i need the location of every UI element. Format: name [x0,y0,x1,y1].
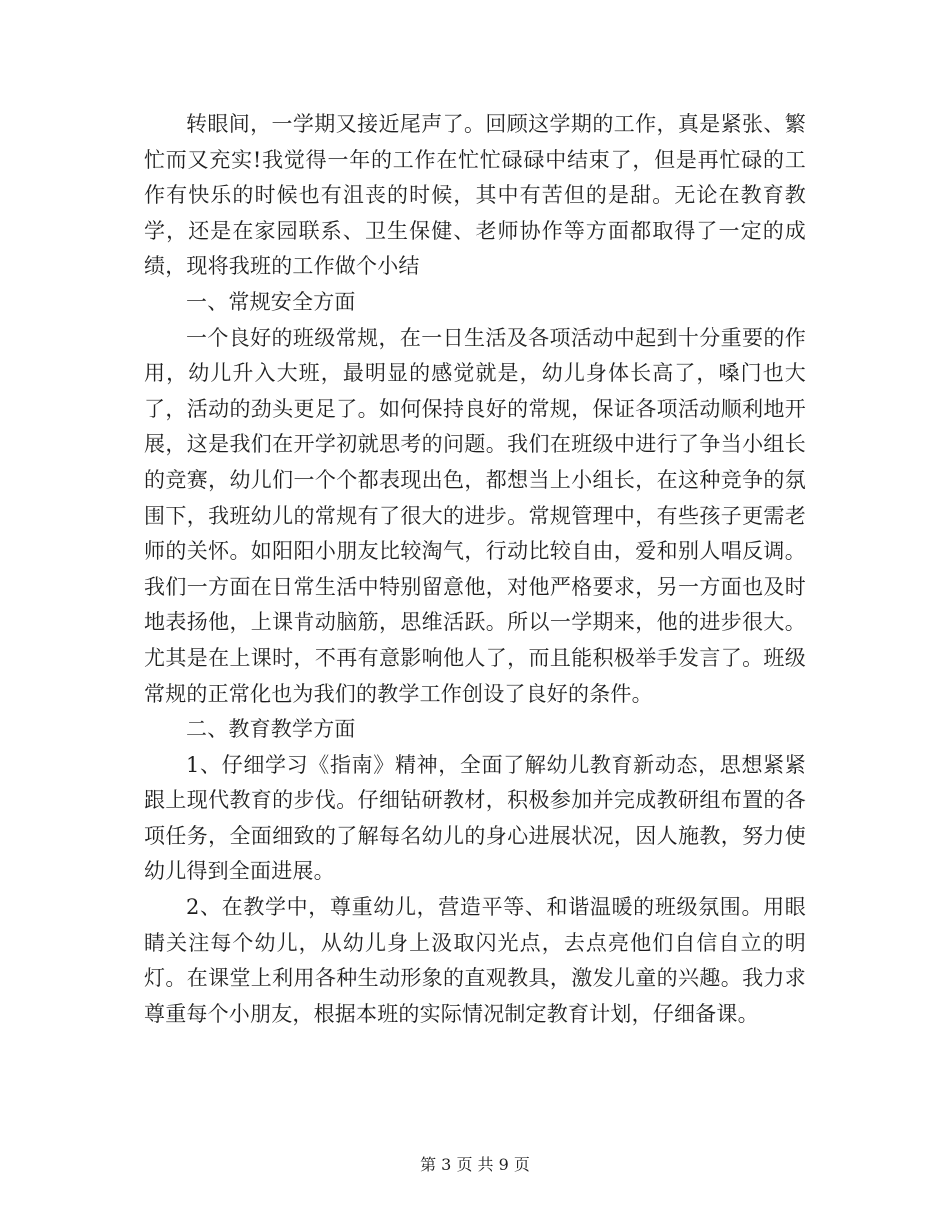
education-item-2-paragraph: 2、在教学中，尊重幼儿，营造平等、和谐温暖的班级氛围。用眼睛关注每个幼儿，从幼儿身上汲取闪光点，去点亮他们自信自立的明灯。在课堂上利用各种生动形象的直观教具，激发儿童的兴趣。我力求尊重每个小朋友，根据本班的实际情况制定教育计划，仔细备课。 [144,895,806,1026]
page-number-footer: 第 3 页 共 9 页 [420,1155,530,1174]
routine-safety-paragraph: 一个良好的班级常规，在一日生活及各项活动中起到十分重要的作用，幼儿升入大班，最明显的感觉就是，幼儿身体长高了，嗓门也大了，活动的劲头更足了。如何保持良好的常规，保证各项活动顺利地开展，这是我们在开学初就思考的问题。我们在班级中进行了争当小组长的竞赛，幼儿们一个个都表现出色，都想当上小组长，在这种竞争的氛围下，我班幼儿的常规有了很大的进步。常规管理中，有些孩子更需老师的关怀。如阳阳小朋友比较淘气，行动比较自由，爱和别人唱反调。我们一方面在日常生活中特别留意他，对他严格要求，另一方面也及时地表扬他，上课肯动脑筋，思维活跃。所以一学期来，他的进步很大。尤其是在上课时，不再有意影响他人了，而且能积极举手发言了。班级常规的正常化也为我们的教学工作创设了良好的条件。 [144,325,806,706]
education-item-1-paragraph: 1、仔细学习《指南》精神，全面了解幼儿教育新动态，思想紧紧跟上现代教育的步伐。仔细钻研教材，积极参加并完成教研组布置的各项任务，全面细致的了解每名幼儿的身心进展状况，因人施教，努力使幼儿得到全面进展。 [144,752,806,884]
intro-paragraph: 转眼间，一学期又接近尾声了。回顾这学期的工作，真是紧张、繁忙而又充实!我觉得一年的工作在忙忙碌碌中结束了，但是再忙碌的工作有快乐的时候也有沮丧的时候，其中有苦但的是甜。无论在教育教学，还是在家园联系、卫生保健、老师协作等方面都取得了一定的成绩，现将我班的工作做个小结 [144,112,806,279]
section-heading-education: 二、教育教学方面 [186,717,356,742]
document-body [144,107,806,1032]
section-heading-routine-safety: 一、常规安全方面 [186,289,356,314]
